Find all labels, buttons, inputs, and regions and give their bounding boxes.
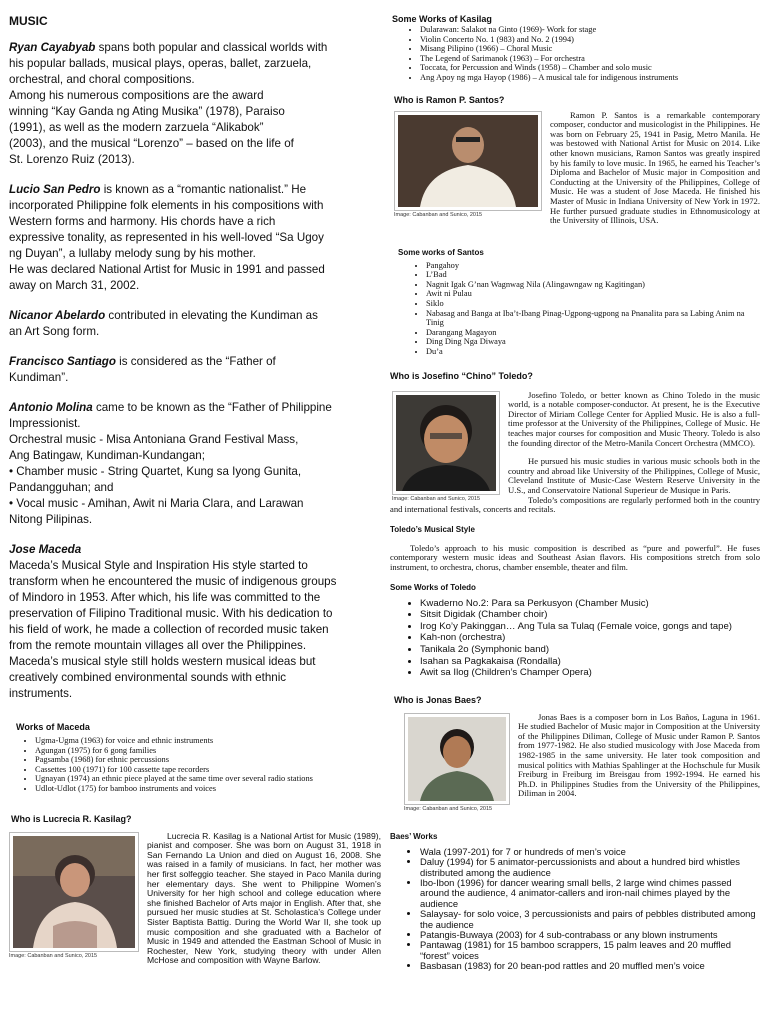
list-item: • Nagnit Igak G’nan Wagnwag Nila (Alingawngaw ng Kagitingan) [426,280,760,290]
list-item: • Pantawag (1981) for 15 bamboo scrappers, 15 palm leaves and 20 muffled “forest” voices [420,940,760,961]
toledo-works-list [390,598,760,679]
portrait-photo-icon [408,717,506,801]
santos-works-list [390,261,760,357]
sanpedro-paragraph: Lucio San Pedro is known as a “romantic nationalist.” He incorporated Philippine folk elements in his compositions with Western forms and harmony. His chords have a rich expressive tonality, as represented in his well-loved “Sa Ugoy ng Duyan”, a lullaby melody sung by his mother. He was declared National Artist for Music in 1991 and passed away on March 31, 2002. [9,183,325,292]
santos-heading: Who is Ramon P. Santos? [394,94,505,105]
list-item: • Ugma-Ugma (1963) for voice and ethnic instruments [35,736,381,746]
baes-bio-block [390,713,760,814]
composer-name: Antonio Molina [9,401,93,414]
list-item: • Patangis-Buwaya (2003) for 4 sub-contrabass or any blown instruments [420,930,760,940]
baes-heading: Who is Jonas Baes? [394,694,482,705]
list-item: • Ding Ding Nga Diwaya [426,337,760,347]
maceda-works-list [9,736,381,794]
kasilag-works-list [390,25,760,83]
composer-name: Lucio San Pedro [9,183,101,196]
toledo-bio-1: Josefino Toledo, or better known as Chino Toledo in the music world, is a notable composer-conductor. At present, he is the Executive Director of Miriam College Center for Applied Music. He is also a full-time professor at the University of the Philippines, College of Music. He teaches major courses for composition and Music Theory. Toledo is also the founding director of the Metro-Manila Concert Orchestra (MMCO). [508,389,760,448]
toledo-bio-block [390,391,760,515]
list-item: • Dularawan: Salakot na Ginto (1969)- Work for stage [420,25,760,35]
composer-name: Francisco Santiago [9,355,116,368]
list-item: • Du’a [426,347,760,357]
baes-photo [404,713,510,812]
list-item: • Toccata, for Percussion and Winds (1958) – Chamber and solo music [420,63,760,73]
list-item: • Wala (1997-201) for 7 or hundreds of men’s voice [420,847,760,857]
list-item: • Udlot-Udlot (175) for bamboo instruments and voices [35,784,381,794]
list-item: • Ibo-Ibon (1996) for dancer wearing small bells, 2 large wind chimes passed around the audience, 4 animator-callers and iron-nail chimes played by the audience [420,878,760,909]
molina-paragraph: Antonio Molina came to be known as the “Father of Philippine Impressionist. Orchestral music - Misa Antoniana Grand Festival Mass, Ang Batingaw, Kundiman-Kundangan; • Chamber music - String Quartet, Kung sa Iyong Gunita, Pandangguhan; and • Vocal music - Amihan, Awit ni Maria Clara, and Larawan Nitong Pilipinas. [9,401,332,526]
toledo-bio-2: He pursued his music studies in various music schools both in the country and abroad like University of the Philippines, College of Music, Cleveland Institute of Music-Case Western Reserve University in the U.S., and Conservatoire National Superieur de Musique in Paris. [508,456,760,495]
santos-bio: Ramon P. Santos is a remarkable contemporary composer, conductor and musicologist in the Philippines. He was born on February 25, 1941 in Pasig, Metro Manila. He was bestowed with National Artist for Music on 2014. Like other known musicians, Ramon Santos was greatly inspired by his family to love music. In 1965, he earned his Teacher’s Diploma and Bachelor of Music major in Composition and Conducting at the University of the Philippines, College of Music. He was a student of Jose Maceda. He finished his Master of Music in Indiana University of New York in 1972. He further pursued graduate studies in Ethnomusicology at the University of Illinois, USA. [550,109,760,226]
list-item: • Awit ni Pulau [426,289,760,299]
photo-caption: Image: Cabanban and Sunico, 2015 [9,952,98,959]
toledo-works-title: Some Works of Toledo [390,582,476,592]
list-item: • Agungan (1975) for 6 gong families [35,746,381,756]
santos-works-title: Some works of Santos [398,247,484,257]
list-item: • Cassettes 100 (1971) for 100 cassette tape recorders [35,765,381,775]
photo-caption: Image: Cabanban and Sunico, 2015 [394,211,483,218]
toledo-style-title: Toledo’s Musical Style [390,524,475,534]
list-item: • Pagsamba (1968) for ethnic percussions [35,755,381,765]
list-item: • Ang Apoy ng mga Hayop (1986) – A musical tale for indigenous instruments [420,73,760,83]
photo-caption: Image: Cabanban and Sunico, 2015 [404,805,493,812]
kasilag-bio: Lucrecia R. Kasilag is a National Artist for Music (1989), pianist and composer. She was born on August 31, 1918 in San Fernando La Union and died on August 16, 2008. She was raised in a family of musicians. In fact, her mother was her first solfeggio teacher. She stayed in Paco Manila during her elementary days. She went to Philippine Women’s University for her high school and college education where she finished Bachelor of Arts major in English. After that, she pursued her music studies at St. Scholastica’s College under Sister Baptista Battig. During the World War II, she took up music composition and she graduated with a Bachelor of Music in 1949 and attended the Eastman School of Music in Rochester, New York, studying theory with under Allen McHose and composition with Wayne Barlow. [147,830,381,966]
list-item: • Salaysay- for solo voice, 3 percussionists and pairs of pebbles distributed among the audience [420,909,760,930]
santiago-paragraph: Francisco Santiago is considered as the “Father of Kundiman”. [9,355,276,384]
list-item: • Daluy (1994) for 5 animator-percussionists and about a hundred bird whistles distributed among the audience [420,857,760,878]
composer-name: Jose Maceda [9,543,82,556]
kasilag-works-title: Some Works of Kasilag [392,14,492,24]
maceda-paragraph: Jose Maceda Maceda’s Musical Style and Inspiration His style started to transform when he encountered the music of indigenous groups of Mindoro in 1953. After which, his life was committed to the preservation of Filipino Traditional music. With his dedication to his field of work, he made a collection of recorded music taken from the remote mountain villages all over the Philippines. Maceda’s musical style still holds western musical ideas but creatively combined environmental sounds with ethnic instruments. [9,542,381,702]
toledo-style-text: Toledo’s approach to his music composition is described as “pure and powerful”. He fuses contemporary western music ideas and Southeast Asian flavors. His compositions stretch from solo instrument, to orchestra, chorus, chamber ensemble, theater and film. [390,542,760,572]
santos-bio-block [390,111,760,226]
portrait-photo-icon [13,836,135,948]
list-item: • Tanikala 2o (Symphonic band) [420,644,760,656]
abelardo-paragraph: Nicanor Abelardo contributed in elevating the Kundiman as an Art Song form. [9,309,318,338]
list-item: • Isahan sa Pagkakaisa (Rondalla) [420,656,760,668]
kasilag-heading: Who is Lucrecia R. Kasilag? [11,813,132,824]
santos-photo [394,111,542,218]
photo-caption: Image: Cabanban and Sunico, 2015 [392,495,481,502]
baes-bio: Jonas Baes is a composer born in Los Baños, Laguna in 1961. He studied Bachelor of Music major in Composition at the University of the Philippines Diliman, College of Music under Ramon P. Santos from 1977-1982. He also studied musicology with Jose Maceda from 1982-1985 in the same university. He later took composition and musical politics with Mathias Spahlinger at the Hochschule fur Musik Freiburg in Freiburg im Breisgau from 1992-1994. He earned his Ph.D. in Philippines Studies from the University of the Philippines, Diliman in 2004. [518,711,760,799]
list-item: • Darangang Magayon [426,328,760,338]
right-column [390,10,760,972]
list-item: • Kwaderno No.2: Para sa Perkusyon (Chamber Music) [420,598,760,610]
list-item: • Basbasan (1983) for 20 bean-pod rattles and 20 muffled men’s voice [420,961,760,971]
list-item: • Kah-non (orchestra) [420,632,760,644]
portrait-photo-icon [398,115,538,207]
list-item: • Sitsit Digidak (Chamber choir) [420,609,760,621]
toledo-bio-3: Toledo’s compositions are regularly performed both in the country and international festivals, concerts and recitals. [390,494,760,515]
list-item: • Ugnayan (1974) an ethnic piece played at the same time over several radio stations [35,774,381,784]
list-item: • Violin Concerto No. 1 (983) and No. 2 (1994) [420,35,760,45]
baes-works-list [390,847,760,972]
section-heading: MUSIC [9,14,48,28]
toledo-photo [392,391,500,502]
composer-name: Nicanor Abelardo [9,309,106,322]
list-item: • Irog Ko’y Pakinggan… Ang Tula sa Tulaq (Female voice, gongs and tape) [420,621,760,633]
list-item: • Misang Pilipino (1966) – Choral Music [420,44,760,54]
toledo-heading: Who is Josefino “Chino” Toledo? [390,370,533,381]
portrait-photo-icon [396,395,496,491]
list-item: • Awit sa Ilog (Children’s Champer Opera) [420,667,760,679]
maceda-works-title: Works of Maceda [16,722,90,732]
list-item: • L’Bad [426,270,760,280]
list-item: • Pangahoy [426,261,760,271]
cayabyab-paragraph: Ryan Cayabyab spans both popular and classical worlds with his popular ballads, musical plays, operas, ballet, zarzuela, orchestral, and choral compositions. Among his numerous compositions are the award winning “Kay Ganda ng Ating Musika” (1978), Paraiso (1991), as well as the modern zarzuela “Alikabok” (2003), and the musical “Lorenzo” – based on the life of St. Lorenzo Ruiz (2013). [9,41,328,166]
composer-name: Ryan Cayabyab [9,41,96,54]
left-column [9,8,381,966]
list-item: • The Legend of Sarimanok (1963) – For orchestra [420,54,760,64]
list-item: • Siklo [426,299,760,309]
list-item: • Nabasag and Banga at Iba’t-Ibang Pinag-Ugpong-ugpong na Pnanalita para sa Labing Anim na Tinig [426,309,760,328]
kasilag-bio-block [9,832,381,966]
baes-works-title: Baes’ Works [390,831,438,841]
kasilag-photo [9,832,139,959]
